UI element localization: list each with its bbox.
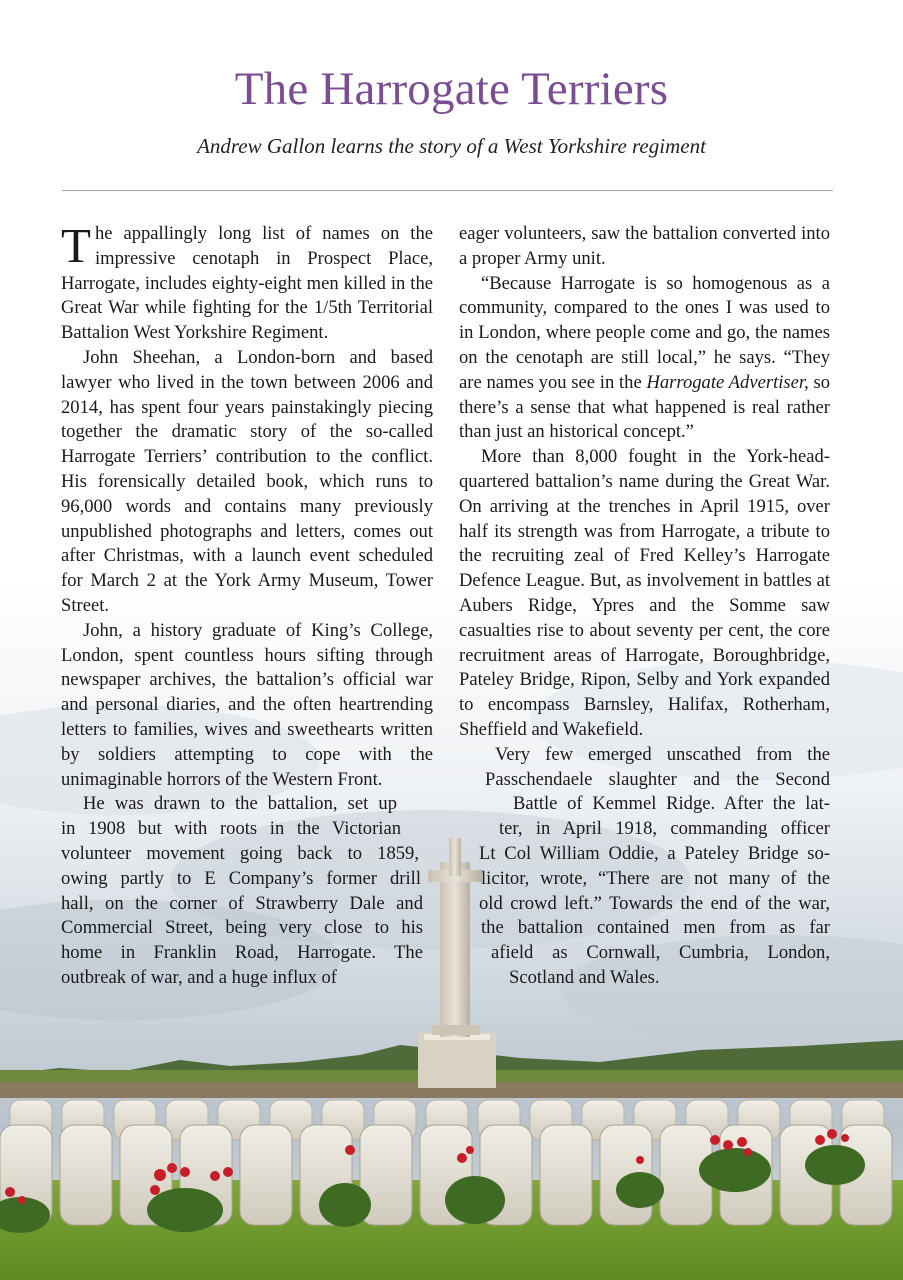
paragraph-7: More than 8,000 fought in the York-headquartered battalion’s name during the Great War. On arriving at the trenches in April 1915, over half its strength was from Harrogate, a tribute to the recruiting zeal of Fred Kelley’s Harrogate Defence League. But, as involvement in battles at Aubers Ridge, Ypres and the Somme saw casualties rise to about seventy per cent, the core recruitment areas of Harrogate, Boroughbridge, Pateley Bridge, Ripon, Selby and York expanded to encompass Barnsley, Halifax, Rotherham, Sheffield and Wakefield. — [459, 446, 830, 740]
newspaper-title: Harrogate Advertiser, — [646, 371, 809, 393]
paragraph-8-line-2: Passchendaele slaughter and the Second — [485, 768, 830, 790]
paragraph-6 — [459, 272, 830, 446]
paragraph-4-line-5: hall, on the corner of Strawberry Dale and — [61, 892, 423, 914]
paragraph-8 — [459, 743, 830, 991]
paragraph-8-line-7: old crowd left.” Towards the end of the war, — [479, 892, 830, 914]
paragraph-1-line-1: he appallingly long list of names on the — [94, 223, 433, 244]
paragraph-6-text-b: so there’s a sense that what happened is real rather than just an historical concept.” — [459, 371, 830, 443]
left-column — [61, 218, 433, 991]
paragraph-8-line-3: Battle of Kemmel Ridge. After the lat- — [513, 793, 830, 815]
paragraph-1-text: Harrogate, includes eighty-eight men killed in the Great War while fighting for the 1/5th Territorial Battalion West Yorkshire Regiment. — [61, 272, 433, 344]
paragraph-5: eager volunteers, saw the battalion converted into a proper Army unit. — [459, 223, 830, 269]
paragraph-4-line-4: owing partly to E Company’s former drill — [61, 867, 421, 889]
paragraph-4-line-7: home in Franklin Road, Harrogate. The — [61, 942, 423, 964]
paragraph-8-line-5: Lt Col William Oddie, a Pateley Bridge so- — [479, 842, 830, 864]
paragraph-8-line-4: ter, in April 1918, commanding officer — [499, 818, 830, 840]
paragraph-1 — [61, 218, 433, 346]
paragraph-1-line-2: impressive cenotaph in Prospect Place, — [94, 247, 433, 269]
paragraph-8-line-8: the battalion contained men from as far — [481, 917, 830, 939]
paragraph-4-line-3: volunteer movement going back to 1859, — [61, 842, 419, 864]
paragraph-8-line-9: afield as Cornwall, Cumbria, London, — [491, 942, 830, 964]
article-subtitle: Andrew Gallon learns the story of a West Yorkshire regiment — [197, 134, 706, 158]
paragraph-3: John, a history graduate of King’s College, London, spent countless hours sifting through newspaper archives, the battalion’s official war and personal diaries, and the often heartrending letters to families, wives and sweethearts written by soldiers attempting to cope with the unimaginable horrors of the Western Front. — [61, 619, 433, 790]
drop-cap: T — [61, 218, 91, 273]
right-column — [459, 222, 830, 991]
paragraph-4-line-6: Commercial Street, being very close to his — [61, 917, 423, 939]
paragraph-8-line-10: Scotland and Wales. — [509, 966, 660, 988]
paragraph-8-line-1: Very few emerged unscathed from the — [495, 743, 830, 765]
paragraph-4-line-1: He was drawn to the battalion, set up — [83, 793, 397, 815]
paragraph-8-line-6: licitor, wrote, “There are not many of the — [481, 867, 830, 889]
article-title: The Harrogate Terriers — [234, 63, 669, 115]
title-divider — [62, 190, 833, 191]
paragraph-4 — [61, 792, 433, 990]
paragraph-6-text-a: “Because Harrogate is so homogenous as a community, compared to the ones I was used to in London, where people come and go, the names on the cenotaph are still local,” he says. “They are names you see in the — [459, 272, 830, 393]
paragraph-2: John Sheehan, a London-born and based lawyer who lived in the town between 2006 and 2014, has spent four years painstakingly piecing together the dramatic story of the so-called Harrogate Terriers’ contribution to the conflict. His forensically detailed book, which runs to 96,000 words and contains many previously unpublished photographs and letters, comes out after Christmas, with a launch event scheduled for March 2 at the York Army Museum, Tower Street. — [61, 346, 433, 616]
paragraph-4-line-8: outbreak of war, and a huge influx of — [61, 966, 338, 988]
paragraph-4-line-2: in 1908 but with roots in the Victorian — [61, 818, 401, 840]
